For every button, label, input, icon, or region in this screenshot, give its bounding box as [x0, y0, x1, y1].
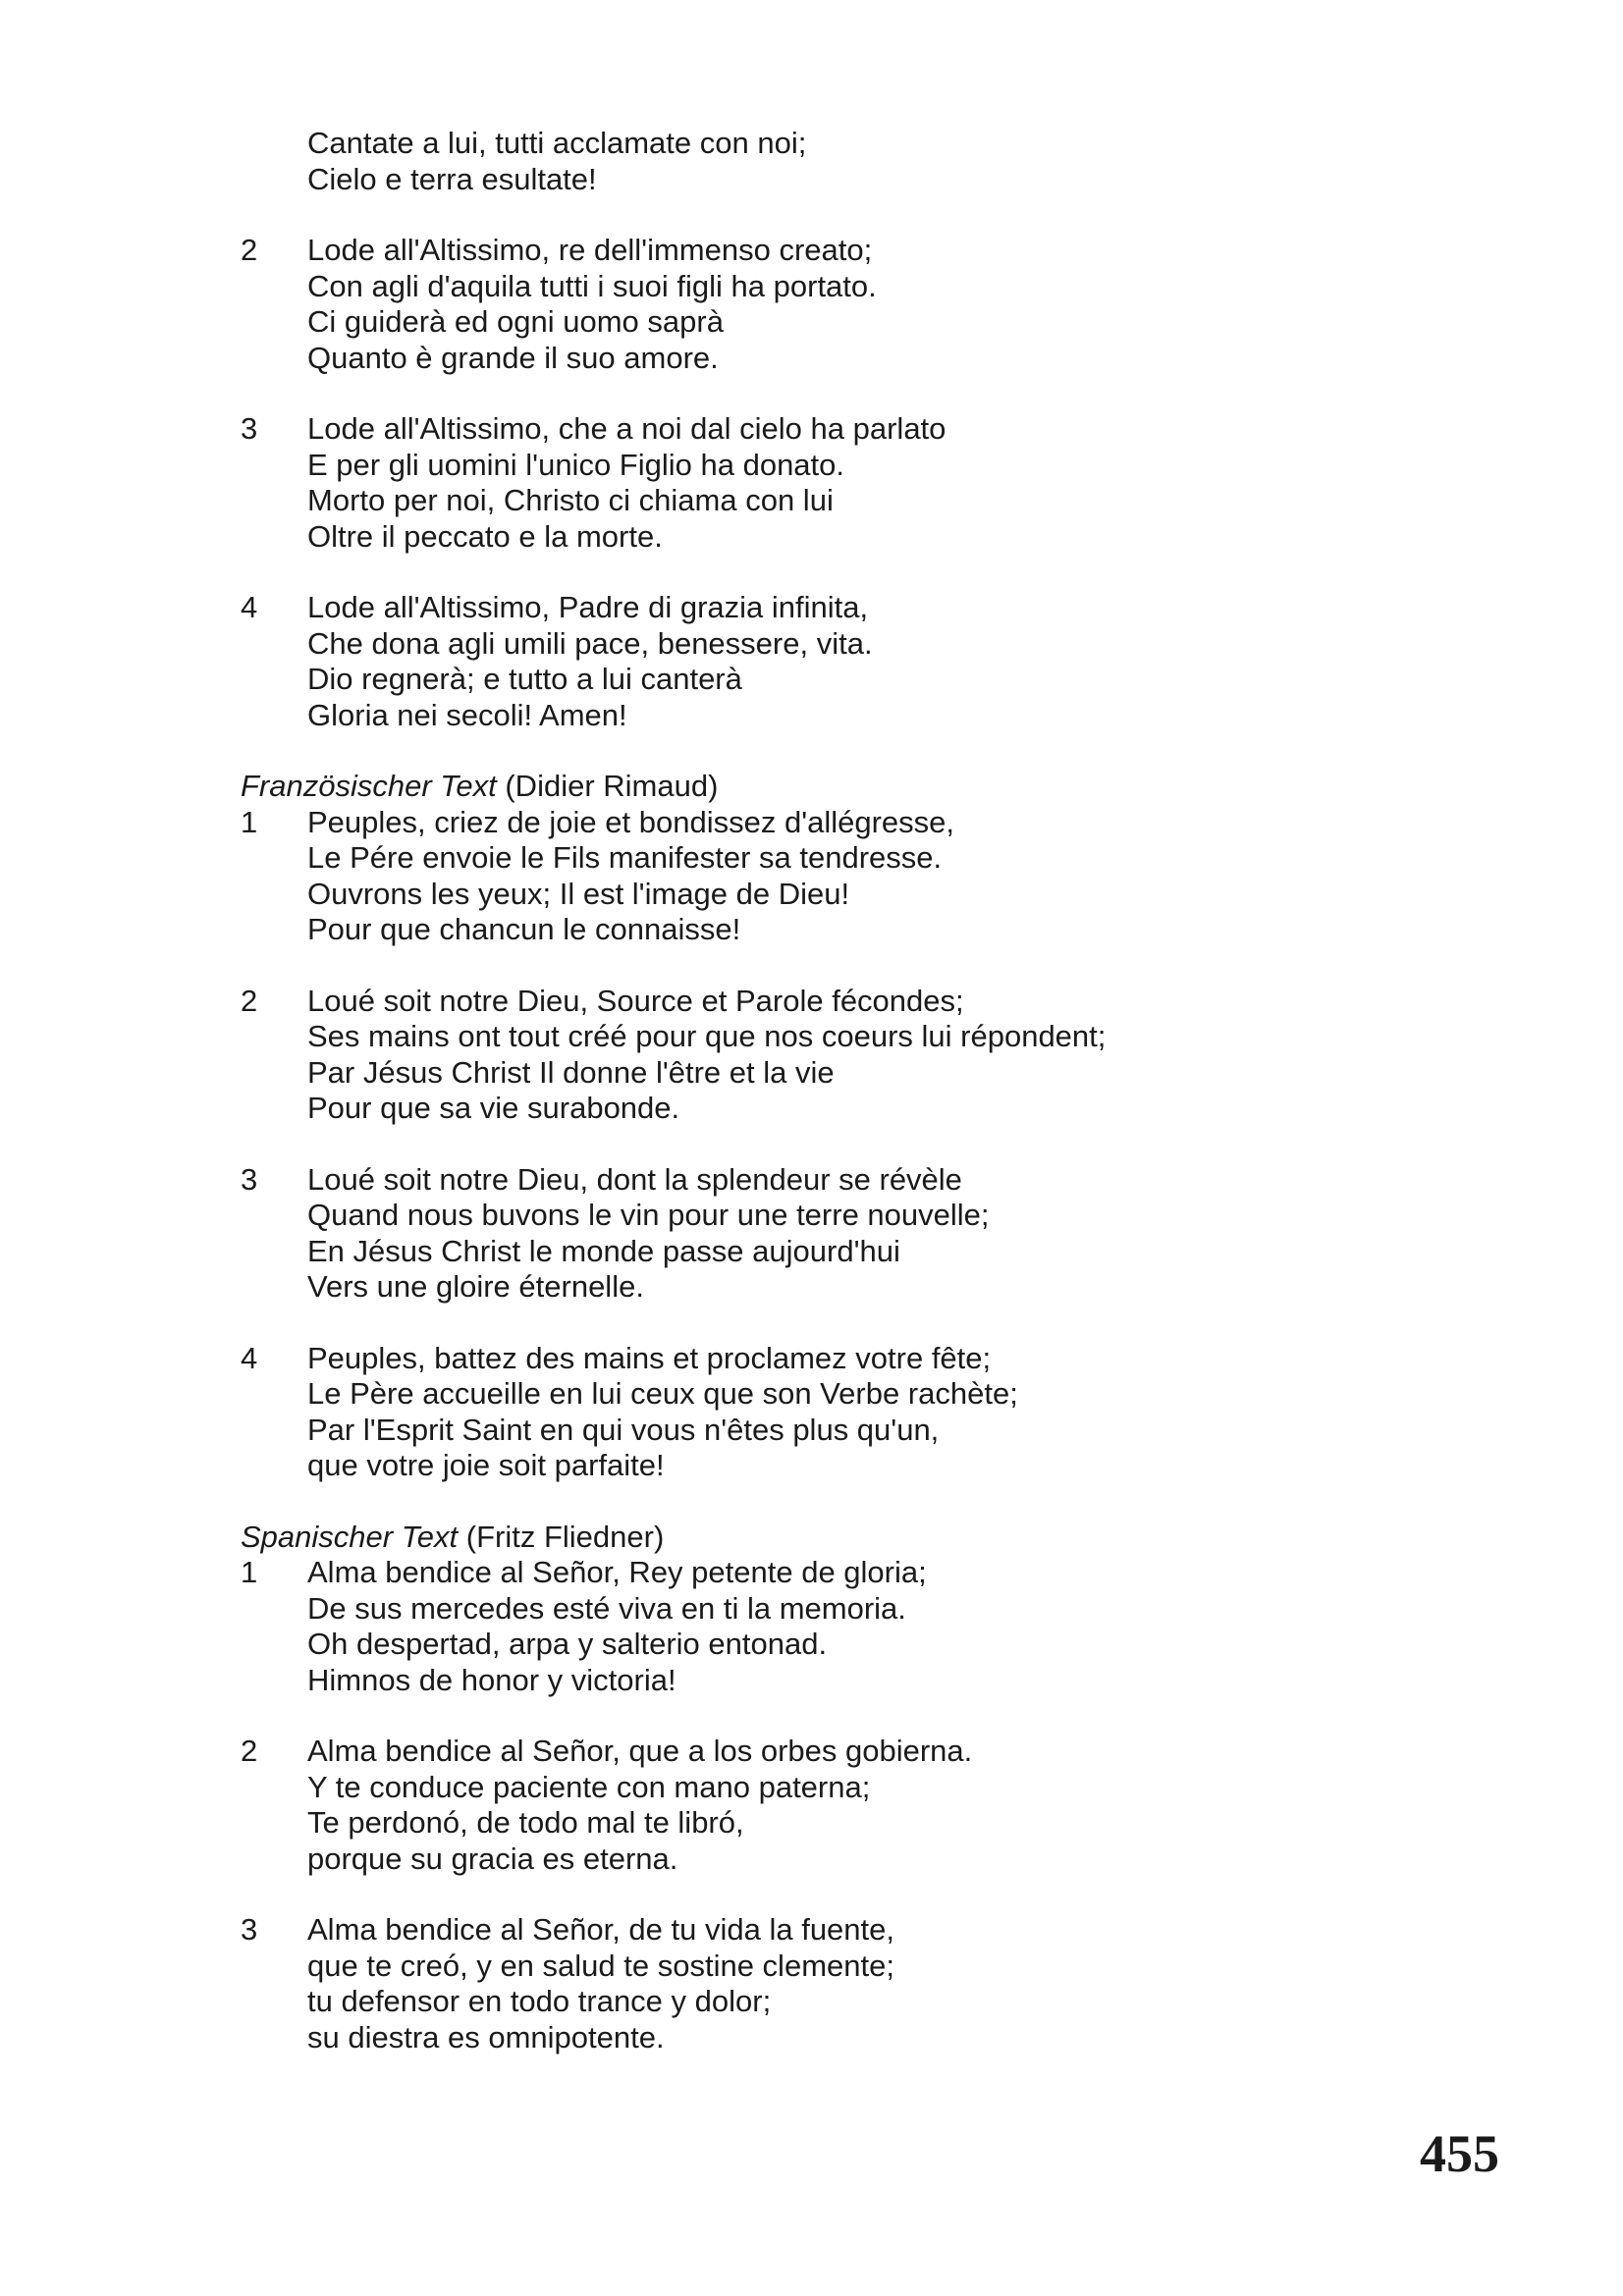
verse-line: Himnos de honor y victoria! [307, 1662, 676, 1697]
stanza-number: 1 [241, 1555, 258, 1589]
section-heading [241, 1520, 1370, 1556]
verse-line: Cielo e terra esultate! [307, 161, 597, 196]
verse-line: Con agli d'aquila tutti i suoi figli ha portato. [307, 268, 877, 303]
stanza [241, 805, 1370, 948]
heading-author: (Fritz Fliedner) [465, 1519, 665, 1554]
stanza [241, 1162, 1370, 1306]
verse-line: Ouvrons les yeux; Il est l'image de Dieu! [307, 876, 850, 911]
verse-line: Ci guiderà ed ogni uomo saprà [307, 304, 724, 339]
stanza [241, 984, 1370, 1127]
verse-line: Le Père accueille en lui ceux que son Verbe rachète; [307, 1376, 1018, 1411]
stanza-number: 3 [241, 1912, 258, 1947]
verse-line: Alma bendice al Señor, Rey petente de gloria; [307, 1555, 927, 1589]
verse-line: Loué soit notre Dieu, dont la splendeur se révèle [307, 1161, 962, 1197]
verse-line: Quanto è grande il suo amore. [307, 340, 719, 375]
verse-line: Alma bendice al Señor, que a los orbes gobierna. [307, 1734, 973, 1768]
verse-line: E per gli uomini l'unico Figlio ha donato. [307, 447, 845, 482]
verse-line: Lode all'Altissimo, Padre di grazia infinita, [307, 590, 869, 624]
verse-line: Dio regnerà; e tutto a lui canterà [307, 662, 742, 696]
verse-line: Cantate a lui, tutti acclamate con noi; [307, 126, 807, 160]
stanza-number: 3 [241, 1161, 258, 1197]
verse-line: porque su gracia es eterna. [307, 1841, 678, 1876]
stanza [241, 233, 1370, 376]
stanza [241, 126, 1370, 197]
verse-line: Lode all'Altissimo, che a noi dal cielo ha parlato [307, 411, 947, 446]
stanza-number: 3 [241, 411, 258, 446]
verse-line: que te creó, y en salud te sostine clemente; [307, 1948, 894, 1983]
verse-line: que votre joie soit parfaite! [307, 1448, 665, 1482]
stanza [241, 1912, 1370, 2056]
stanza-number: 2 [241, 983, 258, 1018]
page-content [241, 126, 1370, 2091]
stanza-number: 4 [241, 590, 258, 624]
verse-line: Che dona agli umili pace, benessere, vita. [307, 625, 873, 661]
verse-line: Peuples, battez des mains et proclamez votre fête; [307, 1340, 992, 1375]
french-section [241, 769, 1370, 1484]
verse-line: De sus mercedes esté viva en ti la memoria. [307, 1590, 906, 1626]
italian-section [241, 126, 1370, 733]
heading-language: Französischer Text [241, 769, 497, 803]
verse-line: Ses mains ont tout créé pour que nos coeurs lui répondent; [307, 1019, 1107, 1053]
verse-line: Par l'Esprit Saint en qui vous n'êtes plus qu'un, [307, 1412, 940, 1447]
verse-line: Oh despertad, arpa y salterio entonad. [307, 1627, 828, 1661]
verse-line: Par Jésus Christ Il donne l'être et la vie [307, 1054, 835, 1090]
verse-line: su diestra es omnipotente. [307, 2019, 665, 2055]
stanza [241, 1341, 1370, 1484]
spanish-section [241, 1520, 1370, 2056]
verse-line: Quand nous buvons le vin pour une terre nouvelle; [307, 1198, 990, 1232]
stanza [241, 1734, 1370, 1877]
verse-line: tu defensor en todo trance y dolor; [307, 1984, 772, 2018]
stanza [241, 590, 1370, 733]
verse-line: Le Pére envoie le Fils manifester sa tendresse. [307, 840, 943, 875]
verse-line: Loué soit notre Dieu, Source et Parole fécondes; [307, 983, 964, 1018]
stanza-number: 4 [241, 1340, 258, 1375]
heading-author: (Didier Rimaud) [505, 769, 719, 803]
verse-line: Gloria nei secoli! Amen! [307, 697, 627, 732]
verse-line: Te perdonó, de todo mal te libró, [307, 1805, 744, 1840]
page-number: 455 [1420, 2124, 1499, 2183]
stanza-number: 2 [241, 1734, 258, 1768]
stanza [241, 411, 1370, 555]
verse-line: Y te conduce paciente con mano paterna; [307, 1769, 871, 1804]
verse-line: Morto per noi, Christo ci chiama con lui [307, 483, 834, 517]
verse-line: Peuples, criez de joie et bondissez d'allégresse, [307, 804, 955, 839]
verse-line: Pour que chancun le connaisse! [307, 912, 741, 946]
section-heading [241, 769, 1370, 805]
verse-line: Lode all'Altissimo, re dell'immenso creato; [307, 233, 873, 267]
stanza-number: 1 [241, 804, 258, 839]
verse-line: Alma bendice al Señor, de tu vida la fuente, [307, 1912, 895, 1947]
stanza-number: 2 [241, 233, 258, 267]
verse-line: Vers une gloire éternelle. [307, 1269, 644, 1304]
verse-line: Pour que sa vie surabonde. [307, 1091, 680, 1125]
heading-language: Spanischer Text [241, 1519, 459, 1554]
verse-line: En Jésus Christ le monde passe aujourd'hui [307, 1233, 900, 1268]
verse-line: Oltre il peccato e la morte. [307, 518, 663, 554]
stanza [241, 1555, 1370, 1698]
